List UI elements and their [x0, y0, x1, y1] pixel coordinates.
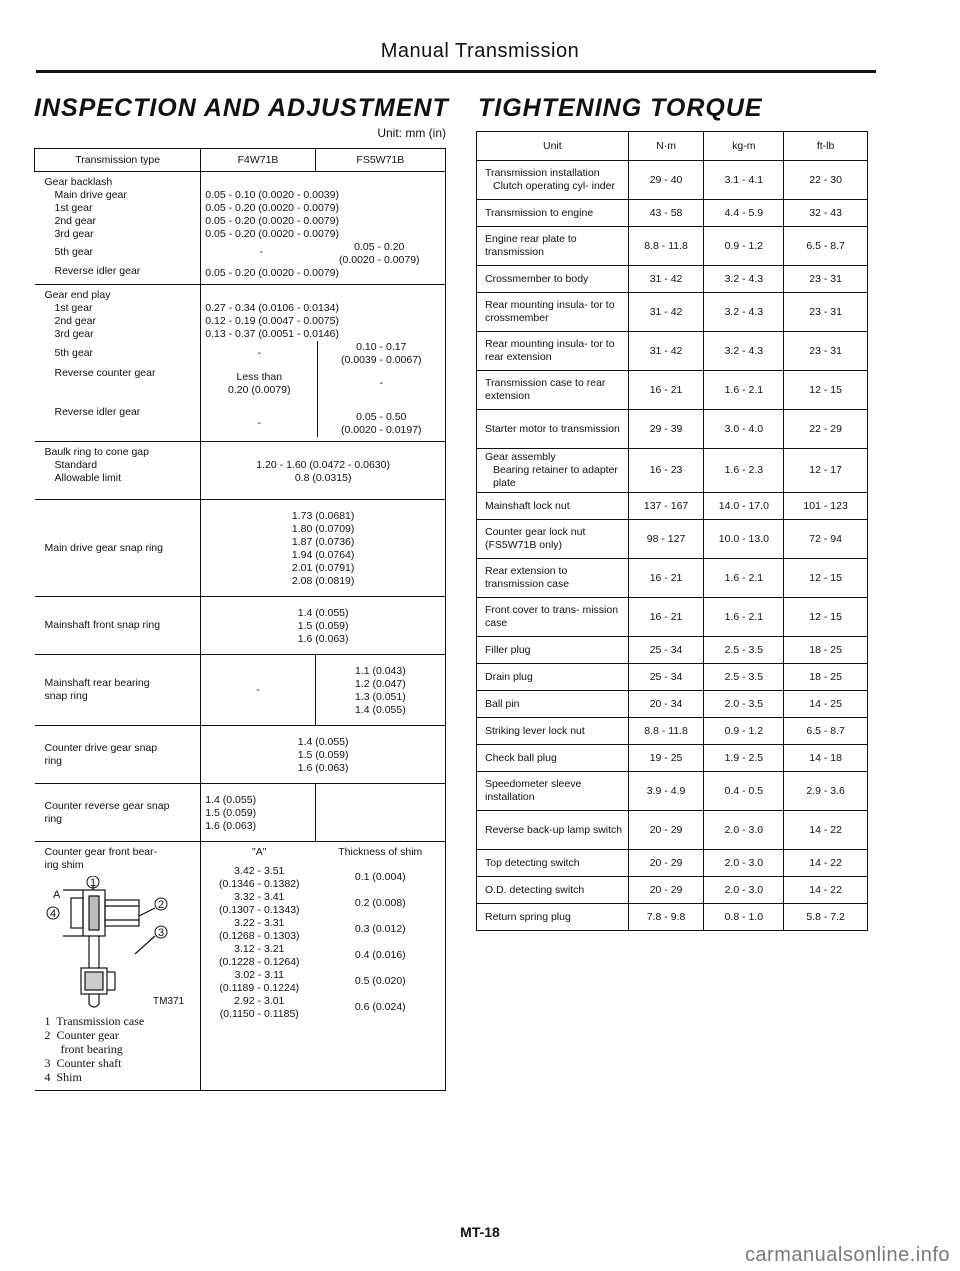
baulk-ring-label: Baulk ring to cone gap Standard Allowable limit: [35, 442, 201, 500]
torque-row: [477, 449, 868, 493]
torque-nm-value: 7.8 - 9.8: [628, 904, 704, 931]
torque-ftlb-value: 14 - 25: [784, 691, 868, 718]
torque-row-label: Transmission installation Clutch operating cyl- inder: [477, 161, 629, 200]
legend-item: 1 Transmission case: [44, 1014, 145, 1028]
page-header: Manual Transmission: [380, 40, 580, 62]
torque-row: [477, 520, 868, 559]
col-transmission-type: Transmission type: [35, 149, 201, 172]
torque-kgm-value: 14.0 - 17.0: [704, 493, 784, 520]
torque-row-label: Crossmember to body: [477, 266, 629, 293]
torque-ftlb-value: 12 - 15: [784, 559, 868, 598]
counter-reverse-row: [35, 784, 446, 842]
shim-values: [201, 842, 446, 1091]
torque-ftlb-value: 22 - 29: [784, 410, 868, 449]
callout-a: A: [52, 889, 60, 901]
torque-header-row: [477, 132, 868, 161]
torque-ftlb-value: 12 - 17: [784, 449, 868, 493]
torque-kgm-value: 1.6 - 2.3: [704, 449, 784, 493]
callout-3: 3: [157, 927, 164, 939]
torque-ftlb-value: 23 - 31: [784, 266, 868, 293]
torque-table: [476, 131, 868, 931]
header-rule: [36, 70, 876, 73]
counter-reverse-label: Counter reverse gear snap ring: [35, 784, 201, 842]
shim-col-a: "A": [252, 846, 267, 858]
torque-ftlb-value: 18 - 25: [784, 664, 868, 691]
torque-kgm-value: 1.6 - 2.1: [704, 559, 784, 598]
torque-row-label: Gear assembly Bearing retainer to adapter plate: [477, 449, 629, 493]
torque-nm-value: 20 - 29: [628, 850, 704, 877]
torque-nm-value: 20 - 29: [628, 811, 704, 850]
gear-end-play-row: [35, 285, 446, 442]
torque-row-label: Transmission case to rear extension: [477, 371, 629, 410]
col-unit: Unit: [477, 132, 629, 161]
col-ftlb: ft-lb: [784, 132, 868, 161]
mainshaft-front-values: 1.4 (0.055) 1.5 (0.059) 1.6 (0.063): [201, 597, 446, 655]
torque-nm-value: 16 - 21: [628, 559, 704, 598]
shim-row: [35, 842, 446, 1091]
torque-row: [477, 227, 868, 266]
torque-row: [477, 811, 868, 850]
mainshaft-front-row: [35, 597, 446, 655]
torque-row: [477, 904, 868, 931]
shim-col-b: Thickness of shim: [338, 846, 423, 858]
torque-nm-value: 43 - 58: [628, 200, 704, 227]
shim-row-6: 2.92 - 3.01 (0.1150 - 0.1185) 0.6 (0.024): [219, 995, 406, 1020]
inspection-header-row: [35, 149, 446, 172]
torque-row-label: Rear mounting insula- tor to crossmember: [477, 293, 629, 332]
legend-item: 2 Counter gear: [44, 1028, 119, 1042]
torque-ftlb-value: 12 - 15: [784, 598, 868, 637]
torque-nm-value: 25 - 34: [628, 637, 704, 664]
torque-ftlb-value: 14 - 22: [784, 877, 868, 904]
mainshaft-rear-row: [35, 655, 446, 726]
gear-backlash-row: [35, 172, 446, 285]
torque-nm-value: 19 - 25: [628, 745, 704, 772]
torque-row: [477, 410, 868, 449]
torque-kgm-value: 0.9 - 1.2: [704, 718, 784, 745]
torque-nm-value: 20 - 29: [628, 877, 704, 904]
torque-kgm-value: 0.4 - 0.5: [704, 772, 784, 811]
torque-kgm-value: 1.6 - 2.1: [704, 598, 784, 637]
torque-ftlb-value: 14 - 22: [784, 811, 868, 850]
col-kgm: kg-m: [704, 132, 784, 161]
counter-drive-row: [35, 726, 446, 784]
torque-ftlb-value: 6.5 - 8.7: [784, 227, 868, 266]
counter-drive-values: 1.4 (0.055) 1.5 (0.059) 1.6 (0.063): [201, 726, 446, 784]
torque-row-label: Rear extension to transmission case: [477, 559, 629, 598]
torque-row: [477, 718, 868, 745]
torque-kgm-value: 4.4 - 5.9: [704, 200, 784, 227]
callout-1: 1: [89, 877, 96, 889]
torque-kgm-value: 2.0 - 3.0: [704, 811, 784, 850]
main-drive-snap-row: [35, 500, 446, 597]
shim-row-5: 3.02 - 3.11 (0.1189 - 0.1224) 0.5 (0.020): [219, 969, 406, 994]
torque-row: [477, 691, 868, 718]
col-fs5w71b: FS5W71B: [315, 149, 445, 172]
torque-row: [477, 266, 868, 293]
torque-kgm-value: 2.0 - 3.0: [704, 877, 784, 904]
torque-nm-value: 29 - 39: [628, 410, 704, 449]
main-drive-snap-values: 1.73 (0.0681) 1.80 (0.0709) 1.87 (0.0736) 1.94 (0.0764) 2.01 (0.0791) 2.08 (0.0819): [201, 500, 446, 597]
torque-row-label: Counter gear lock nut (FS5W71B only): [477, 520, 629, 559]
torque-body: [477, 161, 868, 931]
torque-nm-value: 16 - 21: [628, 598, 704, 637]
torque-kgm-value: 2.5 - 3.5: [704, 664, 784, 691]
inspection-title: INSPECTION AND ADJUSTMENT: [34, 94, 449, 122]
torque-row-label: Rear mounting insula- tor to rear extension: [477, 332, 629, 371]
torque-nm-value: 137 - 167: [628, 493, 704, 520]
inspection-table: [34, 148, 446, 1091]
torque-row: [477, 877, 868, 904]
shim-label: Counter gear front bear- ing shim 1 2 3 4 A TM371 1 Transmission case 2 Counter gear front bearing 3 Counter shaft 4 Shim: [35, 842, 201, 1091]
bearing-shim-figure: [45, 876, 195, 1014]
main-drive-snap-label: Main drive gear snap ring: [35, 500, 201, 597]
torque-kgm-value: 1.9 - 2.5: [704, 745, 784, 772]
torque-kgm-value: 3.0 - 4.0: [704, 410, 784, 449]
mainshaft-rear-a: -: [201, 655, 315, 726]
torque-row: [477, 332, 868, 371]
torque-row: [477, 161, 868, 200]
torque-row: [477, 559, 868, 598]
counter-drive-label: Counter drive gear snap ring: [35, 726, 201, 784]
torque-kgm-value: 3.2 - 4.3: [704, 332, 784, 371]
torque-ftlb-value: 12 - 15: [784, 371, 868, 410]
torque-row-label: Return spring plug: [477, 904, 629, 931]
torque-ftlb-value: 72 - 94: [784, 520, 868, 559]
gear-end-play-label: Gear end play 1st gear 2nd gear 3rd gear 5th gear Reverse counter gear Reverse idler gear: [35, 285, 201, 442]
counter-reverse-empty: [315, 784, 445, 842]
torque-row: [477, 200, 868, 227]
unit-note: Unit: mm (in): [377, 126, 446, 140]
torque-kgm-value: 1.6 - 2.1: [704, 371, 784, 410]
torque-kgm-value: 3.2 - 4.3: [704, 293, 784, 332]
baulk-ring-row: [35, 442, 446, 500]
torque-kgm-value: 10.0 - 13.0: [704, 520, 784, 559]
torque-nm-value: 31 - 42: [628, 266, 704, 293]
mainshaft-front-label: Mainshaft front snap ring: [35, 597, 201, 655]
torque-row-label: Reverse back-up lamp switch: [477, 811, 629, 850]
shim-row-1: 3.42 - 3.51 (0.1346 - 0.1382) 0.1 (0.004): [219, 865, 406, 890]
torque-row: [477, 850, 868, 877]
torque-kgm-value: 2.5 - 3.5: [704, 637, 784, 664]
watermark: carmanualsonline.info: [744, 1244, 950, 1266]
gear-backlash-label: Gear backlash Main drive gear 1st gear 2nd gear 3rd gear 5th gear Reverse idler gear: [35, 172, 201, 285]
torque-kgm-value: 2.0 - 3.5: [704, 691, 784, 718]
counter-reverse-values: 1.4 (0.055) 1.5 (0.059) 1.6 (0.063): [201, 784, 315, 842]
torque-nm-value: 29 - 40: [628, 161, 704, 200]
mainshaft-rear-label: Mainshaft rear bearing snap ring: [35, 655, 201, 726]
col-f4w71b: F4W71B: [201, 149, 315, 172]
callout-4: 4: [49, 908, 56, 920]
torque-row: [477, 293, 868, 332]
torque-row: [477, 637, 868, 664]
torque-row-label: O.D. detecting switch: [477, 877, 629, 904]
torque-ftlb-value: 5.8 - 7.2: [784, 904, 868, 931]
torque-row: [477, 598, 868, 637]
torque-kgm-value: 0.9 - 1.2: [704, 227, 784, 266]
torque-row: [477, 493, 868, 520]
torque-title: TIGHTENING TORQUE: [478, 94, 763, 122]
torque-row-label: Starter motor to transmission: [477, 410, 629, 449]
torque-row-label: Engine rear plate to transmission: [477, 227, 629, 266]
torque-row-label: Ball pin: [477, 691, 629, 718]
figure-code: TM371: [152, 996, 184, 1007]
legend-item: 4 Shim: [44, 1070, 82, 1084]
torque-nm-value: 3.9 - 4.9: [628, 772, 704, 811]
torque-row-label: Speedometer sleeve installation: [477, 772, 629, 811]
torque-row-label: Mainshaft lock nut: [477, 493, 629, 520]
torque-row: [477, 664, 868, 691]
torque-nm-value: 16 - 21: [628, 371, 704, 410]
torque-row-label: Front cover to trans- mission case: [477, 598, 629, 637]
torque-ftlb-value: 22 - 30: [784, 161, 868, 200]
baulk-ring-values: 1.20 - 1.60 (0.0472 - 0.0630) 0.8 (0.0315): [201, 442, 446, 500]
torque-row-label: Striking lever lock nut: [477, 718, 629, 745]
torque-row-label: Transmission to engine: [477, 200, 629, 227]
torque-ftlb-value: 14 - 22: [784, 850, 868, 877]
torque-ftlb-value: 18 - 25: [784, 637, 868, 664]
torque-row: [477, 371, 868, 410]
torque-ftlb-value: 23 - 31: [784, 293, 868, 332]
torque-ftlb-value: 2.9 - 3.6: [784, 772, 868, 811]
torque-kgm-value: 3.1 - 4.1: [704, 161, 784, 200]
col-nm: N·m: [628, 132, 704, 161]
torque-row: [477, 745, 868, 772]
shim-row-4: 3.12 - 3.21 (0.1228 - 0.1264) 0.4 (0.016): [219, 943, 406, 968]
torque-ftlb-value: 101 - 123: [784, 493, 868, 520]
gear-end-play-values: 0.27 - 0.34 (0.0106 - 0.0134) 0.12 - 0.19 (0.0047 - 0.0075) 0.13 - 0.37 (0.0051 - 0.0146) - 0.10 - 0.17 (0.0039 - 0.0067) Less than 0.20 (0.0079) - - 0.05 - 0.50 (0.0020 - 0.0197): [201, 285, 446, 442]
torque-nm-value: 8.8 - 11.8: [628, 718, 704, 745]
torque-nm-value: 31 - 42: [628, 293, 704, 332]
callout-2: 2: [157, 899, 164, 911]
page-number: MT-18: [460, 1224, 500, 1240]
figure-legend: [45, 1014, 197, 1084]
torque-ftlb-value: 14 - 18: [784, 745, 868, 772]
torque-kgm-value: 0.8 - 1.0: [704, 904, 784, 931]
torque-ftlb-value: 32 - 43: [784, 200, 868, 227]
legend-item: 3 Counter shaft: [44, 1056, 122, 1070]
torque-nm-value: 8.8 - 11.8: [628, 227, 704, 266]
shim-row-2: 3.32 - 3.41 (0.1307 - 0.1343) 0.2 (0.008): [219, 891, 406, 916]
torque-ftlb-value: 6.5 - 8.7: [784, 718, 868, 745]
torque-nm-value: 98 - 127: [628, 520, 704, 559]
legend-item: front bearing: [60, 1042, 123, 1056]
torque-row-label: Filler plug: [477, 637, 629, 664]
torque-nm-value: 25 - 34: [628, 664, 704, 691]
torque-row-label: Drain plug: [477, 664, 629, 691]
torque-row-label: Top detecting switch: [477, 850, 629, 877]
mainshaft-rear-values: 1.1 (0.043) 1.2 (0.047) 1.3 (0.051) 1.4 (0.055): [315, 655, 445, 726]
torque-nm-value: 20 - 34: [628, 691, 704, 718]
torque-nm-value: 16 - 23: [628, 449, 704, 493]
torque-ftlb-value: 23 - 31: [784, 332, 868, 371]
torque-nm-value: 31 - 42: [628, 332, 704, 371]
torque-row-label: Check ball plug: [477, 745, 629, 772]
gear-backlash-values: 0.05 - 0.10 (0.0020 - 0.0039) 0.05 - 0.20 (0.0020 - 0.0079) 0.05 - 0.20 (0.0020 - 0.0079) 0.05 - 0.20 (0.0020 - 0.0079) - 0.05 - 0.20 (0.0020 - 0.0079) 0.05 - 0.20 (0.0020 - 0.0079): [201, 172, 446, 285]
torque-kgm-value: 2.0 - 3.0: [704, 850, 784, 877]
torque-kgm-value: 3.2 - 4.3: [704, 266, 784, 293]
torque-row: [477, 772, 868, 811]
shim-row-3: 3.22 - 3.31 (0.1268 - 0.1303) 0.3 (0.012): [219, 917, 406, 942]
